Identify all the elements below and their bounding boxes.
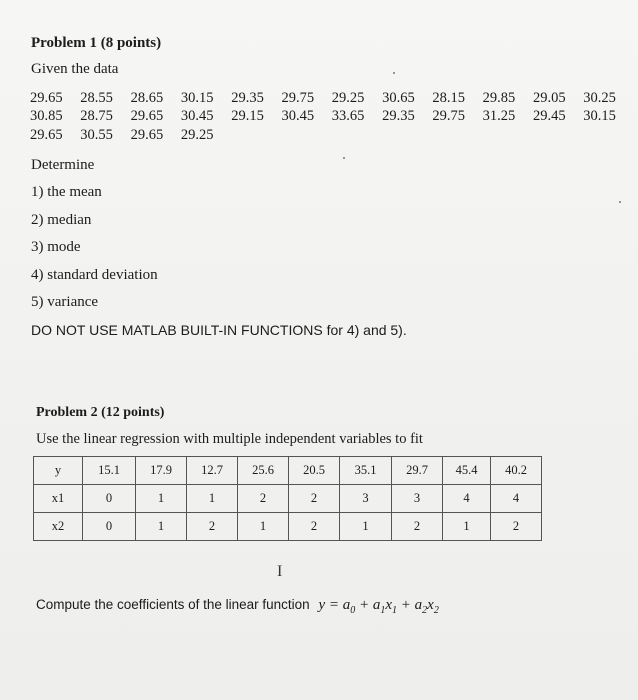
table-cell: 1: [136, 513, 187, 541]
table-cell: 4: [443, 485, 491, 513]
data-value: 30.15: [180, 90, 214, 106]
data-value: 29.65: [130, 127, 164, 143]
data-value: 30.45: [180, 108, 214, 124]
table-cell: 1: [238, 513, 289, 541]
task-item-median: 2) median: [31, 212, 92, 228]
table-cell: 1: [443, 513, 491, 541]
data-row-1: [30, 90, 634, 107]
data-value: 30.15: [583, 108, 616, 124]
linear-function-equation: $y = a_0 + a_1x_1 + a_2x_2$: [318, 597, 439, 616]
table-row: [34, 513, 542, 541]
table-cell: 2: [289, 485, 340, 513]
speck-decoration: [393, 72, 395, 74]
speck-decoration: [619, 201, 621, 203]
table-cell: 2: [238, 485, 289, 513]
table-cell: 3: [392, 485, 443, 513]
data-value: 29.35: [231, 90, 264, 106]
table-cell: 17.9: [136, 457, 187, 485]
data-value: 29.45: [532, 108, 566, 124]
speck-decoration: [343, 157, 345, 159]
table-cell: 20.5: [289, 457, 340, 485]
restriction-note: DO NOT USE MATLAB BUILT-IN FUNCTIONS for 4) and 5).: [31, 322, 407, 338]
table-cell: 0: [83, 513, 136, 541]
data-value: 29.65: [30, 127, 63, 143]
data-value: 30.85: [30, 108, 63, 124]
problem2-title: Problem 2 (12 points): [36, 405, 165, 420]
problem2-instruction: Use the linear regression with multiple independent variables to fit: [36, 431, 423, 447]
table-cell: 3: [340, 485, 392, 513]
data-value: 29.75: [432, 108, 465, 124]
data-value: 28.55: [80, 90, 113, 106]
compute-instruction: [36, 597, 439, 616]
data-value: 29.65: [30, 90, 63, 106]
data-value: 29.75: [281, 90, 315, 106]
table-row-label: x2: [34, 513, 83, 541]
data-value: 29.05: [532, 90, 566, 106]
table-cell: 2: [289, 513, 340, 541]
table-row-label: y: [34, 457, 83, 485]
table-cell: 4: [491, 485, 542, 513]
given-text: Given the data: [31, 61, 119, 77]
table-cell: 2: [187, 513, 238, 541]
table-cell: 29.7: [392, 457, 443, 485]
compute-text: Compute the coefficients of the linear function: [36, 597, 310, 612]
data-row-3: [30, 127, 231, 144]
text-cursor-icon: I: [277, 563, 283, 580]
determine-text: Determine: [31, 157, 95, 173]
table-cell: 1: [136, 485, 187, 513]
table-row-label: x1: [34, 485, 83, 513]
data-value: 29.25: [331, 90, 365, 106]
table-cell: 1: [340, 513, 392, 541]
data-value: 30.25: [583, 90, 616, 106]
table-cell: 15.1: [83, 457, 136, 485]
data-value: 29.35: [382, 108, 415, 124]
data-value: 30.45: [281, 108, 315, 124]
data-value: 29.65: [130, 108, 164, 124]
table-row: [34, 485, 542, 513]
data-row-2: [30, 108, 634, 125]
data-value: 29.25: [180, 127, 214, 143]
task-item-mode: 3) mode: [31, 239, 81, 255]
data-value: 28.65: [130, 90, 164, 106]
table-cell: 45.4: [443, 457, 491, 485]
table-cell: 2: [491, 513, 542, 541]
table-cell: 1: [187, 485, 238, 513]
problem1-title: Problem 1 (8 points): [31, 35, 162, 51]
table-cell: 40.2: [491, 457, 542, 485]
table-cell: 35.1: [340, 457, 392, 485]
data-value: 33.65: [331, 108, 365, 124]
task-item-mean: 1) the mean: [31, 184, 102, 200]
table-cell: 2: [392, 513, 443, 541]
table-cell: 25.6: [238, 457, 289, 485]
table-cell: 0: [83, 485, 136, 513]
task-item-variance: 5) variance: [31, 294, 99, 310]
data-value: 30.65: [382, 90, 415, 106]
data-value: 28.15: [432, 90, 465, 106]
data-value: 30.55: [80, 127, 113, 143]
table-cell: 12.7: [187, 457, 238, 485]
data-value: 29.15: [231, 108, 264, 124]
task-item-std: 4) standard deviation: [31, 267, 158, 283]
data-value: 31.25: [482, 108, 516, 124]
data-value: 29.85: [482, 90, 516, 106]
table-row: [34, 457, 542, 485]
regression-data-table: [33, 456, 542, 541]
data-value: 28.75: [80, 108, 113, 124]
